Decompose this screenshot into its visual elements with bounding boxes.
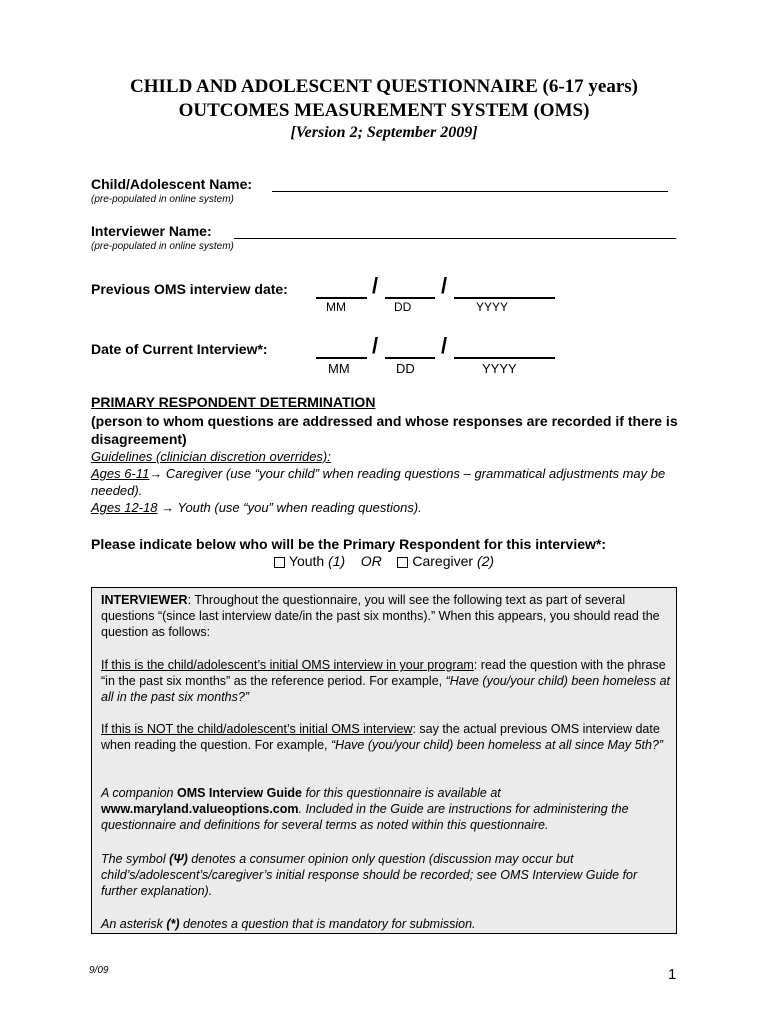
instructions-text: for this questionnaire is available at — [302, 786, 501, 800]
child-name-note: (pre-populated in online system) — [91, 194, 234, 205]
instructions-text: . Included in the Guide are instructions for administering the questionnaire and definitions for several terms as noted within this questionnaire. — [101, 802, 629, 832]
month-label: MM — [328, 361, 350, 376]
interviewer-name-label: Interviewer Name: — [91, 223, 212, 239]
respondent-choices — [0, 553, 768, 569]
asterisk-symbol: (*) — [166, 917, 180, 931]
day-label: DD — [396, 361, 415, 376]
caregiver-option-label: Caregiver — [412, 553, 474, 569]
instructions-text: denotes a consumer opinion only question (discussion may occur but child’s/adolescent’s/caregiver’s initial response should be recorded; see OMS Interview Guide for further explanation). — [101, 852, 638, 898]
day-label: DD — [394, 300, 412, 314]
instructions-text: : Throughout the questionnaire, you will see the following text as part of several questions “(since last interview date/in the past six months).” When this appears, you should read the question as follows: — [101, 593, 660, 639]
followup-interview-condition: If this is NOT the child/adolescent’s initial OMS interview — [101, 722, 413, 736]
instructions-text: An asterisk — [101, 917, 167, 931]
date-separator: / — [372, 273, 379, 298]
instructions-paragraph-2 — [101, 657, 671, 705]
version-label: [Version 2; September 2009] — [290, 124, 478, 141]
example-question: “Have (you/your child) been homeless at all in the past six months?” — [101, 674, 671, 704]
youth-checkbox[interactable] — [274, 557, 285, 568]
respondent-heading: PRIMARY RESPONDENT DETERMINATION — [91, 394, 376, 410]
date-separator: / — [441, 333, 448, 358]
arrow-icon: → — [157, 500, 175, 515]
instructions-paragraph-1 — [101, 592, 671, 640]
current-date-label: Date of Current Interview*: — [91, 341, 268, 357]
interviewer-name-note: (pre-populated in online system) — [91, 241, 234, 252]
instructions-text: : read the question with the phrase “in the past six months” as the reference period. For example, — [101, 658, 666, 688]
initial-interview-condition: If this is the child/adolescent’s initial OMS interview in your program — [101, 658, 474, 672]
interviewer-name-field[interactable] — [234, 238, 676, 239]
previous-date-label: Previous OMS interview date: — [91, 281, 288, 297]
instructions-paragraph-4 — [101, 785, 671, 833]
instructions-text: The symbol — [101, 852, 170, 866]
caregiver-checkbox[interactable] — [397, 557, 408, 568]
or-label: OR — [360, 553, 382, 569]
instructions-text: A companion — [101, 786, 177, 800]
instructions-paragraph-5 — [101, 851, 671, 899]
ages-12-18-text: Youth (use “you” when reading questions). — [174, 500, 422, 515]
ages-6-11-guideline — [91, 465, 691, 499]
year-label: YYYY — [476, 300, 509, 314]
date-separator: / — [372, 333, 379, 358]
current-date-year-field[interactable] — [454, 357, 555, 359]
interview-guide-name: OMS Interview Guide — [176, 786, 303, 800]
child-name-field[interactable] — [272, 191, 668, 192]
year-label: YYYY — [482, 361, 517, 376]
youth-option-label: Youth — [288, 553, 325, 569]
page-number: 1 — [668, 966, 677, 983]
example-question: “Have (you/your child) been homeless at all since May 5th?” — [331, 738, 664, 752]
ages-12-18-label: Ages 12-18 — [91, 500, 158, 515]
date-separator: / — [441, 273, 448, 298]
ages-6-11-text: Caregiver (use “your child” when reading questions – grammatical adjustments may be needed). — [91, 466, 666, 498]
respondent-question: Please indicate below who will be the Primary Respondent for this interview*: — [91, 536, 607, 552]
ages-12-18-guideline — [91, 499, 691, 516]
instructions-text: : say the actual previous OMS interview date when reading the question. For example, — [101, 722, 660, 752]
footer-date: 9/09 — [89, 965, 109, 976]
interviewer-label: INTERVIEWER — [101, 593, 188, 607]
ages-6-11-label: Ages 6-11 — [91, 466, 150, 481]
guidelines-label: Guidelines (clinician discretion overrides): — [91, 449, 331, 464]
arrow-icon: → — [149, 466, 163, 481]
child-name-label: Child/Adolescent Name: — [91, 176, 253, 192]
previous-date-year-field[interactable] — [454, 297, 555, 299]
page-title: CHILD AND ADOLESCENT QUESTIONNAIRE (6-17 years) — [130, 76, 638, 97]
month-label: MM — [326, 300, 346, 314]
respondent-subheading: (person to whom questions are addressed and whose responses are recorded if there is disagreement) — [91, 413, 678, 447]
previous-date-month-field[interactable] — [316, 297, 367, 299]
current-date-day-field[interactable] — [385, 357, 435, 359]
previous-date-day-field[interactable] — [385, 297, 435, 299]
page-subtitle: OUTCOMES MEASUREMENT SYSTEM (OMS) — [178, 100, 590, 121]
instructions-paragraph-6 — [101, 916, 671, 932]
current-date-month-field[interactable] — [316, 357, 367, 359]
instructions-paragraph-3 — [101, 721, 671, 753]
caregiver-option-code: (2) — [476, 553, 495, 569]
instructions-text: denotes a question that is mandatory for submission. — [179, 917, 476, 931]
youth-option-code: (1) — [328, 553, 346, 569]
psi-symbol: (Ψ) — [169, 852, 188, 866]
website-link[interactable]: www.maryland.valueoptions.com — [101, 802, 299, 816]
